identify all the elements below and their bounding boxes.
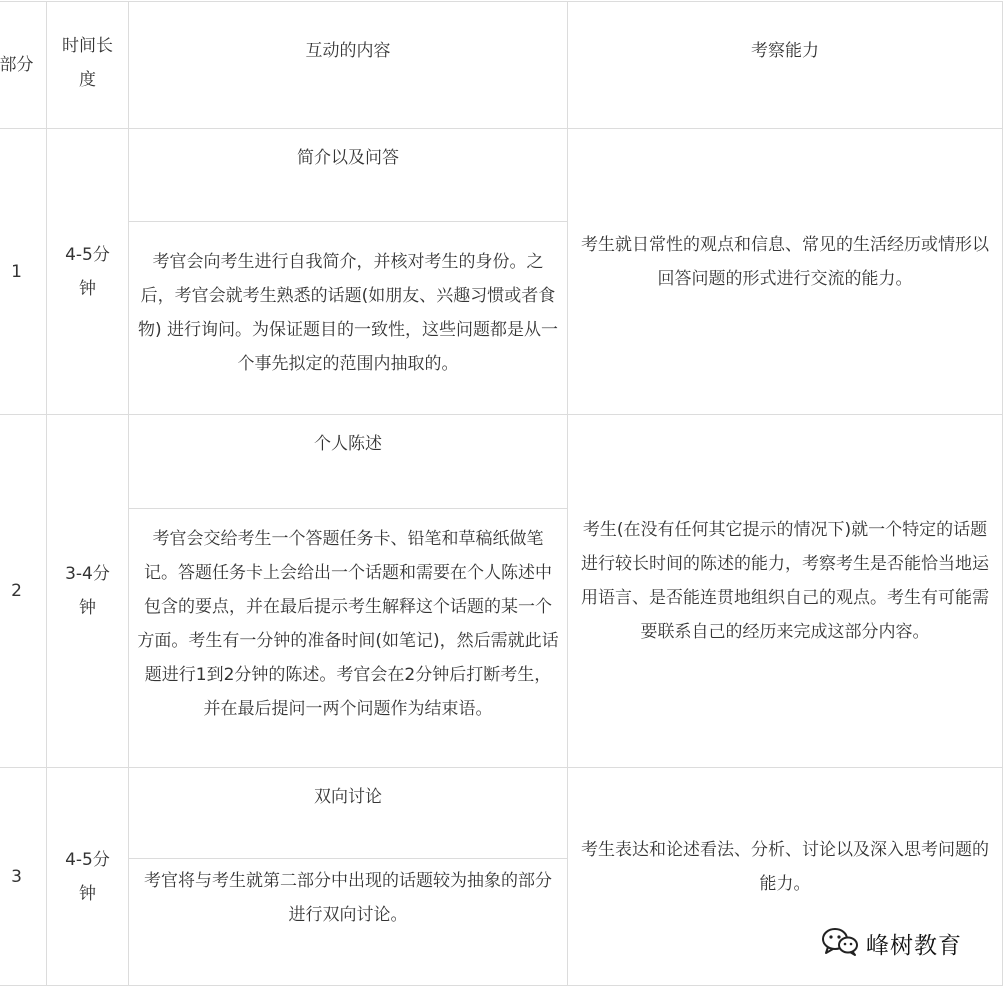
row-1-duration xyxy=(46,128,129,415)
row-1-part xyxy=(0,128,47,415)
row-3-topic xyxy=(128,767,568,859)
header-content-label: 互动的内容 xyxy=(305,41,391,61)
row-2-part-value: 2 xyxy=(11,581,22,601)
watermark-text: 峰树教育 xyxy=(866,932,962,959)
wechat-icon xyxy=(820,926,860,960)
header-ability xyxy=(567,1,1003,129)
row-3-duration-value: 4-5分钟 xyxy=(65,849,110,904)
row-2-ability xyxy=(567,414,1003,768)
header-part-label: 部分 xyxy=(0,55,34,75)
header-content xyxy=(128,1,568,129)
ielts-speaking-table xyxy=(0,1,1003,986)
header-ability-label: 考察能力 xyxy=(751,41,819,61)
row-2-topic xyxy=(128,414,568,509)
row-2-duration xyxy=(46,414,129,768)
row-2-detail-value: 考官会交给考生一个答题任务卡、铅笔和草稿纸做笔记。答题任务卡上会给出一个话题和需要在个人陈述中包含的要点，并在最后提示考生解释这个话题的某一个方面。考生有一分钟的准备时间(如笔记)，然后需就此话题进行1到2分钟的陈述。考官会在2分钟后打断考生，并在最后提问一两个问题作为结束语。 xyxy=(137,529,559,719)
header-duration-label: 时间长度 xyxy=(62,36,113,90)
row-3-part-value: 3 xyxy=(11,866,22,887)
row-1-topic xyxy=(128,128,568,222)
watermark xyxy=(820,926,962,960)
row-1-part-value: 1 xyxy=(11,261,22,282)
row-3-part xyxy=(0,767,47,986)
row-1-topic-value: 简介以及问答 xyxy=(297,148,399,168)
row-2-duration-value: 3-4分钟 xyxy=(65,564,110,618)
row-1-ability xyxy=(567,128,1003,415)
header-duration xyxy=(46,1,129,129)
row-3-detail xyxy=(128,858,568,986)
header-part xyxy=(0,1,47,129)
row-2-part xyxy=(0,414,47,768)
row-3-detail-value: 考官将与考生就第二部分中出现的话题较为抽象的部分进行双向讨论。 xyxy=(144,871,552,925)
row-2-ability-value: 考生(在没有任何其它提示的情况下)就一个特定的话题进行较长时间的陈述的能力，考察考生是否能恰当地运用语言、是否能连贯地组织自己的观点。考生有可能需要联系自己的经历来完成这部分内容。 xyxy=(581,520,989,642)
row-3-topic-value: 双向讨论 xyxy=(314,787,382,807)
row-1-duration-value: 4-5分钟 xyxy=(65,244,110,299)
row-1-ability-value: 考生就日常性的观点和信息、常见的生活经历或情形以回答问题的形式进行交流的能力。 xyxy=(581,234,989,289)
row-1-detail-value: 考官会向考生进行自我简介，并核对考生的身份。之后，考官会就考生熟悉的话题(如朋友、兴趣习惯或者食物) 进行询问。为保证题目的一致性，这些问题都是从一个事先拟定的范围内抽取的。 xyxy=(137,252,559,374)
row-2-detail xyxy=(128,508,568,768)
row-1-detail xyxy=(128,221,568,415)
row-3-ability-value: 考生表达和论述看法、分析、讨论以及深入思考问题的能力。 xyxy=(581,839,989,894)
row-3-duration xyxy=(46,767,129,986)
row-2-topic-value: 个人陈述 xyxy=(314,434,382,454)
